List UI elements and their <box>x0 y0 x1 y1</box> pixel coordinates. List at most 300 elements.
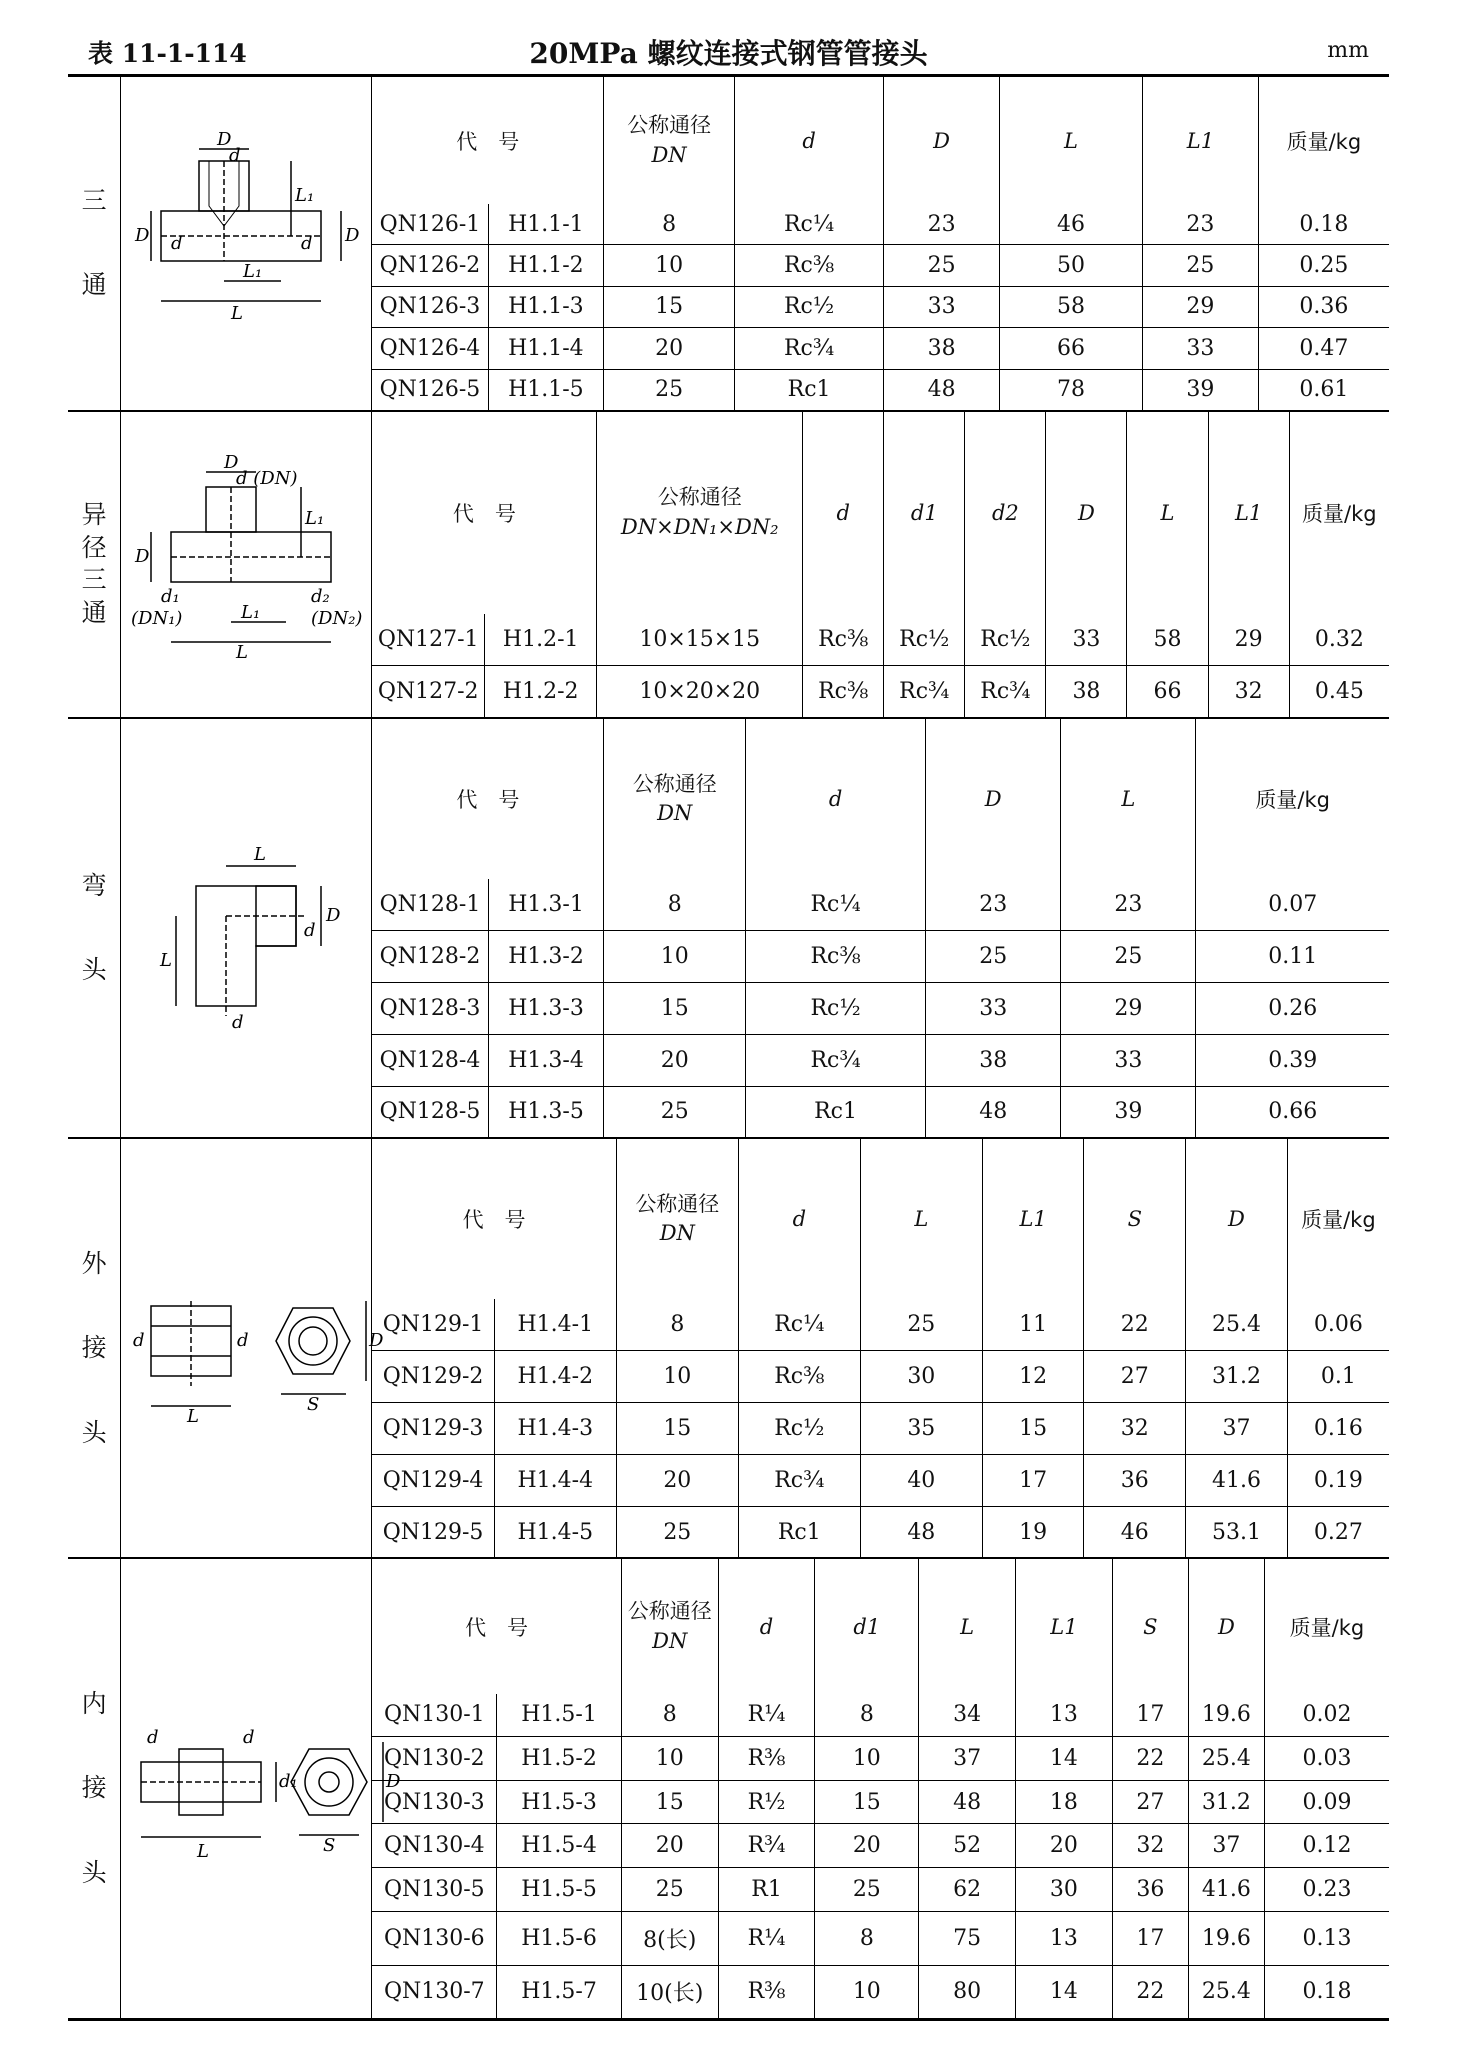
table-cell: Rc⅜ <box>803 614 884 666</box>
table-cell: QN130-4 <box>372 1824 497 1868</box>
table-cell: R⅜ <box>718 1965 815 2018</box>
table-cell: 10 <box>604 930 746 982</box>
section-label-char: 头 <box>81 955 107 985</box>
table-cell: 37 <box>1188 1824 1264 1868</box>
table-row <box>372 1454 1389 1506</box>
svg-text:D: D <box>135 546 150 568</box>
table-cell: H1.2-1 <box>485 614 597 666</box>
table-row <box>372 1506 1389 1557</box>
table-cell: 10×20×20 <box>597 665 803 717</box>
table-cell: Rc¼ <box>734 204 883 245</box>
table-row <box>372 1737 1389 1781</box>
table-cell: 0.61 <box>1258 369 1389 410</box>
table-cell: 39 <box>1061 1086 1196 1137</box>
table-row <box>372 369 1389 410</box>
svg-text:d₁: d₁ <box>161 586 181 608</box>
svg-text:d₂: d₂ <box>311 586 331 608</box>
svg-text:L₁: L₁ <box>243 261 263 283</box>
header-row <box>372 77 1389 204</box>
col-header: 质量/kg <box>1289 412 1389 614</box>
table-row <box>372 982 1389 1034</box>
table-cell: 10(长) <box>621 1965 718 2018</box>
svg-text:D: D <box>369 1330 384 1352</box>
table-cell: 25 <box>604 1086 746 1137</box>
table-cell: Rc¾ <box>884 665 965 717</box>
svg-text:D: D <box>386 1770 401 1792</box>
section-label <box>68 718 121 1138</box>
table-cell: Rc½ <box>738 1402 860 1454</box>
svg-text:d (DN): d (DN) <box>236 468 298 490</box>
table-cell: 10×15×15 <box>597 614 803 666</box>
table-cell: 8 <box>815 1911 919 1965</box>
col-header: d <box>738 1139 860 1299</box>
table-cell: 46 <box>999 204 1142 245</box>
svg-text:D: D <box>326 905 341 927</box>
section-reducing-tee <box>68 411 1389 718</box>
table-cell: Rc¾ <box>738 1454 860 1506</box>
col-header: 公称通径 DN <box>621 1559 718 1693</box>
table-cell: 31.2 <box>1188 1780 1264 1824</box>
table-cell: 20 <box>815 1824 919 1868</box>
table-cell: R1 <box>718 1868 815 1912</box>
table-cell: 66 <box>999 328 1142 369</box>
reducing-tee-table <box>372 412 1389 717</box>
table-cell: 23 <box>884 204 1000 245</box>
table-cell: 15 <box>815 1780 919 1824</box>
col-header: d2 <box>965 412 1046 614</box>
table-cell: 15 <box>604 286 735 327</box>
table-cell: 48 <box>919 1780 1016 1824</box>
table-cell: QN128-4 <box>372 1034 488 1086</box>
svg-text:d: d <box>304 920 316 942</box>
table-cell: 38 <box>926 1034 1061 1086</box>
table-cell: 0.32 <box>1289 614 1389 666</box>
table-cell: 19 <box>982 1506 1084 1557</box>
table-cell: Rc⅜ <box>803 665 884 717</box>
table-cell: H1.1-4 <box>488 328 604 369</box>
table-cell: QN126-3 <box>372 286 488 327</box>
table-row <box>372 614 1389 666</box>
section-data <box>372 1138 1389 1558</box>
table-cell: H1.3-1 <box>488 879 604 930</box>
elbow-drawing <box>121 718 372 1138</box>
table-cell: 34 <box>919 1694 1016 1737</box>
table-cell: 20 <box>604 328 735 369</box>
table-number: 表 11-1-114 <box>88 39 247 68</box>
col-header: L1 <box>1016 1559 1113 1693</box>
table-cell: QN130-5 <box>372 1868 497 1912</box>
svg-text:D: D <box>224 452 239 474</box>
table-cell: 31.2 <box>1186 1350 1288 1402</box>
svg-text:L: L <box>231 303 244 325</box>
table-cell: H1.3-5 <box>488 1086 604 1137</box>
table-cell: QN130-7 <box>372 1965 497 2018</box>
table-cell: 0.36 <box>1258 286 1389 327</box>
table-row <box>372 286 1389 327</box>
table-cell: R¼ <box>718 1911 815 1965</box>
col-header: S <box>1084 1139 1186 1299</box>
col-header: 质量/kg <box>1196 719 1389 879</box>
col-header: 公称通径 DN <box>604 719 746 879</box>
page-title: 20MPa 螺纹连接式钢管管接头 <box>529 37 928 70</box>
table-cell: 10 <box>621 1737 718 1781</box>
col-header: 代 号 <box>372 412 597 614</box>
elbow-fitting-icon <box>136 816 356 1036</box>
table-cell: 37 <box>919 1737 1016 1781</box>
table-cell: 22 <box>1084 1299 1186 1350</box>
table-cell: 0.47 <box>1258 328 1389 369</box>
table-cell: 33 <box>1061 1034 1196 1086</box>
table-cell: 25 <box>860 1299 982 1350</box>
table-cell: QN129-1 <box>372 1299 494 1350</box>
table-cell: QN127-2 <box>372 665 484 717</box>
table-cell: 41.6 <box>1186 1454 1288 1506</box>
table-cell: 80 <box>919 1965 1016 2018</box>
col-header: L1 <box>982 1139 1084 1299</box>
table-row <box>372 879 1389 930</box>
col-header: L <box>860 1139 982 1299</box>
table-cell: 29 <box>1061 982 1196 1034</box>
section-label-text <box>68 719 120 1137</box>
svg-text:L: L <box>236 642 249 664</box>
table-cell: Rc1 <box>745 1086 925 1137</box>
section-label-char: 内 <box>81 1688 107 1718</box>
col-header: 代 号 <box>372 719 604 879</box>
svg-text:d₁: d₁ <box>279 1770 299 1792</box>
header-row <box>372 719 1389 879</box>
table-cell: 23 <box>1061 879 1196 930</box>
section-label-text <box>68 412 120 717</box>
table-cell: 41.6 <box>1188 1868 1264 1912</box>
table-cell: 36 <box>1084 1454 1186 1506</box>
table-cell: 20 <box>1016 1824 1113 1868</box>
table-cell: 8 <box>604 204 735 245</box>
table-cell: 0.66 <box>1196 1086 1389 1137</box>
section-tee <box>68 76 1389 411</box>
table-cell: R⅜ <box>718 1737 815 1781</box>
svg-text:d: d <box>237 1330 249 1352</box>
table-cell: Rc¼ <box>738 1299 860 1350</box>
table-cell: 0.26 <box>1196 982 1389 1034</box>
table-cell: 58 <box>999 286 1142 327</box>
table-cell: H1.4-5 <box>494 1506 616 1557</box>
section-internal-nipple <box>68 1558 1389 2019</box>
table-cell: QN126-2 <box>372 245 488 286</box>
table-cell: H1.5-6 <box>497 1911 622 1965</box>
table-cell: 13 <box>1016 1694 1113 1737</box>
table-cell: 15 <box>982 1402 1084 1454</box>
table-cell: 27 <box>1112 1780 1188 1824</box>
table-cell: Rc1 <box>734 369 883 410</box>
table-cell: 0.07 <box>1196 879 1389 930</box>
table-cell: Rc⅜ <box>734 245 883 286</box>
svg-text:L₁: L₁ <box>305 508 325 530</box>
table-row <box>372 1868 1389 1912</box>
table-row <box>372 1034 1389 1086</box>
section-label-text <box>68 1139 120 1557</box>
col-header: 公称通径 DN <box>604 77 735 204</box>
col-header: 质量/kg <box>1264 1559 1389 1693</box>
table-cell: 20 <box>616 1454 738 1506</box>
table-row <box>372 930 1389 982</box>
section-label-char: 通 <box>81 270 107 300</box>
table-cell: QN128-5 <box>372 1086 488 1137</box>
svg-text:d: d <box>243 1726 255 1748</box>
svg-text:L: L <box>160 950 173 972</box>
table-cell: 25 <box>884 245 1000 286</box>
table-cell: 52 <box>919 1824 1016 1868</box>
table-row <box>372 1780 1389 1824</box>
svg-text:S: S <box>323 1834 336 1856</box>
col-header: L <box>1061 719 1196 879</box>
table-cell: 25.4 <box>1188 1965 1264 2018</box>
table-cell: H1.1-1 <box>488 204 604 245</box>
table-cell: 15 <box>616 1402 738 1454</box>
table-cell: QN130-6 <box>372 1911 497 1965</box>
col-header: 代 号 <box>372 1559 621 1693</box>
table-cell: Rc½ <box>965 614 1046 666</box>
table-row <box>372 1299 1389 1350</box>
section-data <box>372 718 1389 1138</box>
table-cell: H1.5-4 <box>497 1824 622 1868</box>
svg-text:L: L <box>187 1406 200 1428</box>
table-cell: Rc¾ <box>965 665 1046 717</box>
col-header: L1 <box>1208 412 1289 614</box>
table-cell: 25 <box>926 930 1061 982</box>
section-label <box>68 1558 121 2019</box>
svg-text:d: d <box>229 145 241 167</box>
table-cell: Rc¾ <box>734 328 883 369</box>
section-label <box>68 411 121 718</box>
col-header: d1 <box>884 412 965 614</box>
table-cell: 19.6 <box>1188 1694 1264 1737</box>
table-cell: 20 <box>604 1034 746 1086</box>
table-cell: 0.27 <box>1287 1506 1389 1557</box>
section-label-char: 弯 <box>81 870 107 900</box>
table-cell: 23 <box>926 879 1061 930</box>
table-cell: 33 <box>1143 328 1259 369</box>
external-coupling-drawing <box>121 1138 384 1558</box>
svg-text:S: S <box>307 1394 320 1416</box>
table-cell: QN129-3 <box>372 1402 494 1454</box>
table-cell: 40 <box>860 1454 982 1506</box>
table-cell: Rc½ <box>734 286 883 327</box>
col-header: D <box>884 77 1000 204</box>
table-cell: 0.18 <box>1258 204 1389 245</box>
col-header: L <box>999 77 1142 204</box>
table-cell: 25 <box>1061 930 1196 982</box>
table-cell: 30 <box>1016 1868 1113 1912</box>
table-cell: QN128-1 <box>372 879 488 930</box>
table-row <box>372 245 1389 286</box>
table-cell: Rc1 <box>738 1506 860 1557</box>
table-row <box>372 1350 1389 1402</box>
svg-text:d: d <box>171 233 183 255</box>
table-cell: 38 <box>1046 665 1127 717</box>
table-cell: QN127-1 <box>372 614 484 666</box>
table-cell: 62 <box>919 1868 1016 1912</box>
col-header: d <box>718 1559 815 1693</box>
table-cell: 8 <box>815 1694 919 1737</box>
table-cell: H1.5-2 <box>497 1737 622 1781</box>
table-cell: 0.13 <box>1264 1911 1389 1965</box>
table-cell: 19.6 <box>1188 1911 1264 1965</box>
table-cell: 0.23 <box>1264 1868 1389 1912</box>
col-header: d1 <box>815 1559 919 1693</box>
table-cell: 0.18 <box>1264 1965 1389 2018</box>
section-external-coupling <box>68 1138 1389 1558</box>
table-cell: H1.3-3 <box>488 982 604 1034</box>
table-cell: 15 <box>604 982 746 1034</box>
col-header: S <box>1112 1559 1188 1693</box>
table-cell: 25 <box>621 1868 718 1912</box>
table-cell: H1.4-1 <box>494 1299 616 1350</box>
svg-text:d: d <box>147 1726 159 1748</box>
table-cell: 0.11 <box>1196 930 1389 982</box>
tee-table <box>372 77 1389 410</box>
table-cell: QN126-4 <box>372 328 488 369</box>
table-cell: H1.2-2 <box>485 665 597 717</box>
table-cell: 10 <box>815 1965 919 2018</box>
table-cell: H1.1-5 <box>488 369 604 410</box>
table-cell: H1.4-3 <box>494 1402 616 1454</box>
table-cell: 33 <box>1046 614 1127 666</box>
table-cell: 25.4 <box>1188 1737 1264 1781</box>
table-cell: QN126-1 <box>372 204 488 245</box>
section-label-char: 径 <box>81 532 107 562</box>
col-header: L1 <box>1143 77 1259 204</box>
table-cell: 23 <box>1143 204 1259 245</box>
table-cell: 25 <box>616 1506 738 1557</box>
table-cell: 14 <box>1016 1737 1113 1781</box>
table-cell: 38 <box>884 328 1000 369</box>
section-label-char: 接 <box>81 1333 107 1362</box>
table-cell: 0.02 <box>1264 1694 1389 1737</box>
table-cell: QN128-2 <box>372 930 488 982</box>
col-header: d <box>734 77 883 204</box>
table-cell: H1.5-3 <box>497 1780 622 1824</box>
table-cell: Rc½ <box>745 982 925 1034</box>
svg-text:D: D <box>135 225 150 247</box>
table-cell: 20 <box>621 1824 718 1868</box>
table-cell: H1.3-4 <box>488 1034 604 1086</box>
table-cell: QN130-2 <box>372 1737 497 1781</box>
svg-text:(DN₁): (DN₁) <box>131 608 183 630</box>
table-row <box>372 1086 1389 1137</box>
reducing-tee-fitting-icon <box>121 452 381 672</box>
unit-label: mm <box>1327 38 1369 63</box>
table-cell: 13 <box>1016 1911 1113 1965</box>
table-cell: 10 <box>616 1350 738 1402</box>
table-cell: QN129-5 <box>372 1506 494 1557</box>
table-cell: 0.45 <box>1289 665 1389 717</box>
table-cell: 0.25 <box>1258 245 1389 286</box>
table-cell: 0.39 <box>1196 1034 1389 1086</box>
elbow-table <box>372 719 1389 1137</box>
table-cell: Rc⅜ <box>745 930 925 982</box>
table-cell: 27 <box>1084 1350 1186 1402</box>
svg-text:d: d <box>232 1012 244 1034</box>
section-label-text <box>68 1559 120 2018</box>
table-cell: 15 <box>621 1780 718 1824</box>
section-label-char: 异 <box>81 500 107 530</box>
table-cell: 78 <box>999 369 1142 410</box>
table-cell: 29 <box>1143 286 1259 327</box>
table-cell: Rc¾ <box>745 1034 925 1086</box>
table-cell: 66 <box>1127 665 1208 717</box>
table-cell: Rc½ <box>884 614 965 666</box>
table-cell: H1.1-3 <box>488 286 604 327</box>
tee-fitting-icon <box>131 131 361 351</box>
fittings-table <box>68 74 1389 2021</box>
table-cell: QN130-1 <box>372 1694 497 1737</box>
col-header: 质量/kg <box>1287 1139 1389 1299</box>
external-coupling-fitting-icon <box>121 1246 384 1446</box>
table-cell: 8 <box>621 1694 718 1737</box>
table-cell: 25 <box>1143 245 1259 286</box>
table-cell: 8 <box>604 879 746 930</box>
header-row <box>372 412 1389 614</box>
section-data <box>372 76 1389 411</box>
table-cell: 0.19 <box>1287 1454 1389 1506</box>
table-row <box>372 204 1389 245</box>
table-cell: H1.5-5 <box>497 1868 622 1912</box>
table-cell: H1.1-2 <box>488 245 604 286</box>
table-cell: Rc⅜ <box>738 1350 860 1402</box>
section-label-char: 头 <box>81 1857 107 1887</box>
col-header: D <box>1046 412 1127 614</box>
svg-text:d: d <box>133 1330 145 1352</box>
section-label <box>68 1138 121 1558</box>
col-header: 公称通径 DN <box>616 1139 738 1299</box>
table-cell: R½ <box>718 1780 815 1824</box>
internal-nipple-drawing <box>121 1558 401 2019</box>
section-label-char: 三 <box>81 185 107 215</box>
internal-nipple-fitting-icon <box>121 1687 401 1887</box>
section-label-char: 接 <box>81 1773 107 1803</box>
table-cell: 30 <box>860 1350 982 1402</box>
external-coupling-table <box>372 1139 1389 1557</box>
svg-text:L: L <box>254 844 267 866</box>
table-cell: 10 <box>604 245 735 286</box>
table-cell: 29 <box>1208 614 1289 666</box>
table-cell: 32 <box>1112 1824 1188 1868</box>
table-cell: 36 <box>1112 1868 1188 1912</box>
table-cell: QN126-5 <box>372 369 488 410</box>
table-cell: 14 <box>1016 1965 1113 2018</box>
table-cell: 37 <box>1186 1402 1288 1454</box>
section-data <box>372 411 1389 718</box>
table-row <box>372 1694 1389 1737</box>
table-row <box>372 1824 1389 1868</box>
table-cell: 22 <box>1112 1965 1188 2018</box>
col-header: 代 号 <box>372 77 603 204</box>
table-cell: 53.1 <box>1186 1506 1288 1557</box>
section-label <box>68 76 121 411</box>
reducing-tee-drawing <box>121 411 372 718</box>
table-cell: QN129-2 <box>372 1350 494 1402</box>
table-cell: 17 <box>1112 1694 1188 1737</box>
table-cell: 8(长) <box>621 1911 718 1965</box>
svg-text:d: d <box>301 233 313 255</box>
table-cell: H1.4-4 <box>494 1454 616 1506</box>
col-header: D <box>1188 1559 1264 1693</box>
table-cell: 32 <box>1208 665 1289 717</box>
table-cell: 50 <box>999 245 1142 286</box>
header-row <box>372 1139 1389 1299</box>
table-cell: 12 <box>982 1350 1084 1402</box>
table-row <box>372 665 1389 717</box>
